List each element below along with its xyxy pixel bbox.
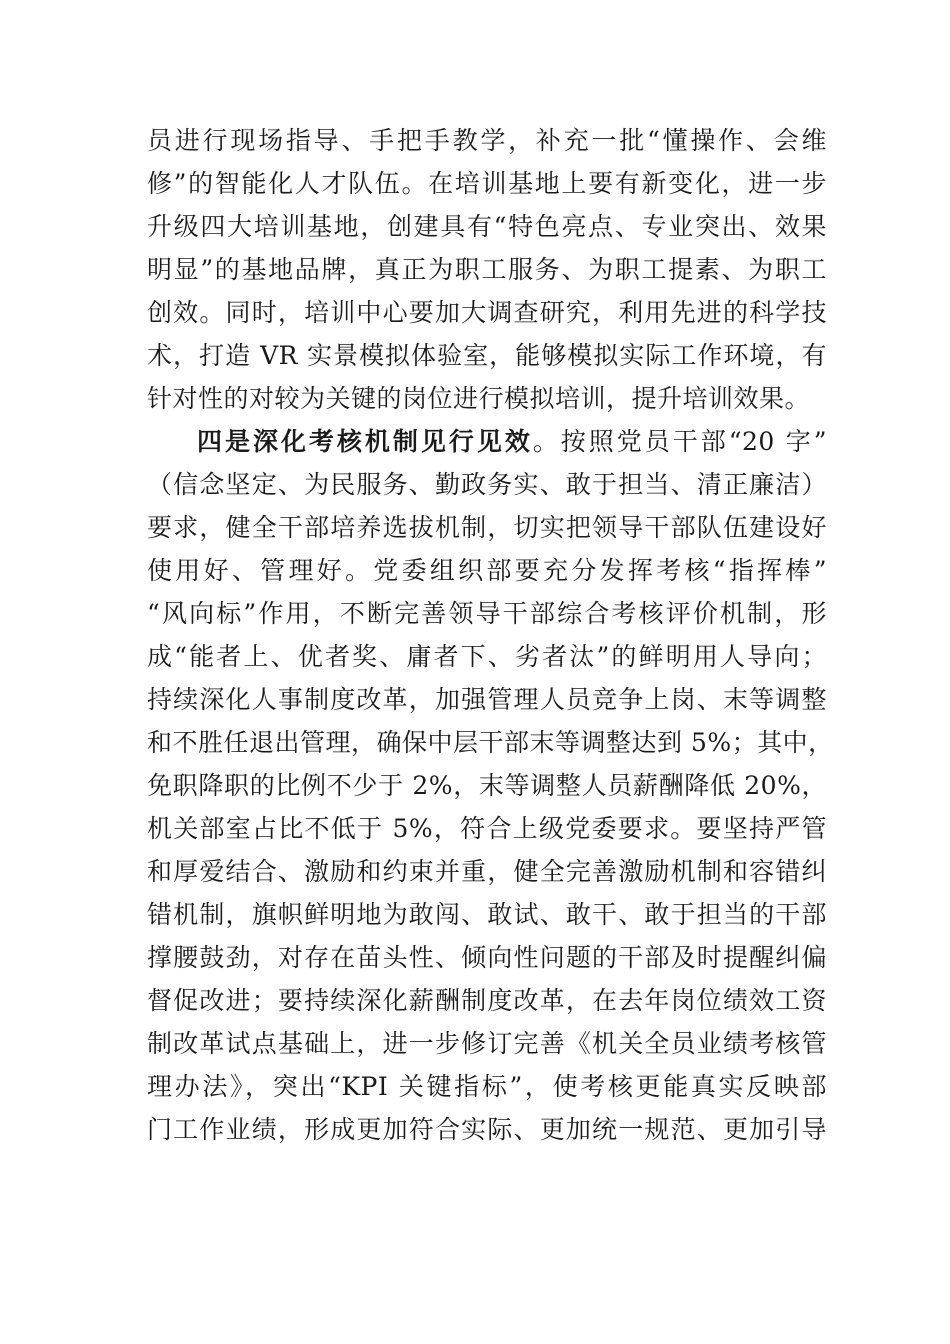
text-line: 要求，健全干部培养选拔机制，切实把领导干部队伍建设好 [147, 513, 827, 542]
text-line: 错机制，旗帜鲜明地为敢闯、敢试、敢干、敢于担当的干部 [147, 900, 827, 929]
text-line: 持续深化人事制度改革，加强管理人员竞争上岗、末等调整 [147, 685, 827, 714]
text-line: 修”的智能化人才队伍。在培训基地上要有新变化，进一步 [147, 169, 827, 198]
text-line: 明显”的基地品牌，真正为职工服务、为职工提素、为职工 [147, 255, 827, 284]
text-line: （信念坚定、为民服务、勤政务实、敢于担当、清正廉洁） [147, 470, 827, 499]
text-line: 使用好、管理好。党委组织部要充分发挥考核“指挥棒” [147, 556, 827, 585]
text-line: 和不胜任退出管理，确保中层干部末等调整达到 5%；其中， [147, 728, 834, 757]
text-line: 机关部室占比不低于 5%，符合上级党委要求。要坚持严管 [147, 814, 827, 843]
text-line: 理办法》，突出“KPI 关键指标”，使考核更能真实反映部 [147, 1072, 827, 1101]
section-heading-continuation: 。按照党员干部“20 字” [532, 427, 827, 456]
text-line: 制改革试点基础上，进一步修订完善《机关全员业绩考核管 [147, 1029, 827, 1058]
section-heading: 四是深化考核机制见行见效 [197, 427, 533, 456]
text-line: 升级四大培训基地，创建具有“特色亮点、专业突出、效果 [147, 212, 827, 241]
text-line: 成“能者上、优者奖、庸者下、劣者汰”的鲜明用人导向； [147, 642, 827, 671]
text-line: 创效。同时，培训中心要加大调查研究，利用先进的科学技 [147, 298, 827, 327]
text-line: 术，打造 VR 实景模拟体验室，能够模拟实际工作环境，有 [147, 341, 827, 370]
body-text [147, 119, 834, 1151]
text-line: 免职降职的比例不少于 2%，末等调整人员薪酬降低 20%， [147, 771, 827, 800]
section-heading-line [147, 420, 827, 463]
text-line: 和厚爱结合、激励和约束并重，健全完善激励机制和容错纠 [147, 857, 827, 886]
text-line: 撑腰鼓劲，对存在苗头性、倾向性问题的干部及时提醒纠偏 [147, 943, 827, 972]
text-line: 督促改进；要持续深化薪酬制度改革，在去年岗位绩效工资 [147, 986, 827, 1015]
text-line: “风向标”作用，不断完善领导干部综合考核评价机制，形 [147, 599, 827, 628]
text-line: 门工作业绩，形成更加符合实际、更加统一规范、更加引导 [147, 1115, 827, 1144]
text-line: 针对性的对较为关键的岗位进行模拟培训，提升培训效果。 [147, 384, 811, 413]
text-line: 员进行现场指导、手把手教学，补充一批“懂操作、会维 [147, 126, 827, 155]
